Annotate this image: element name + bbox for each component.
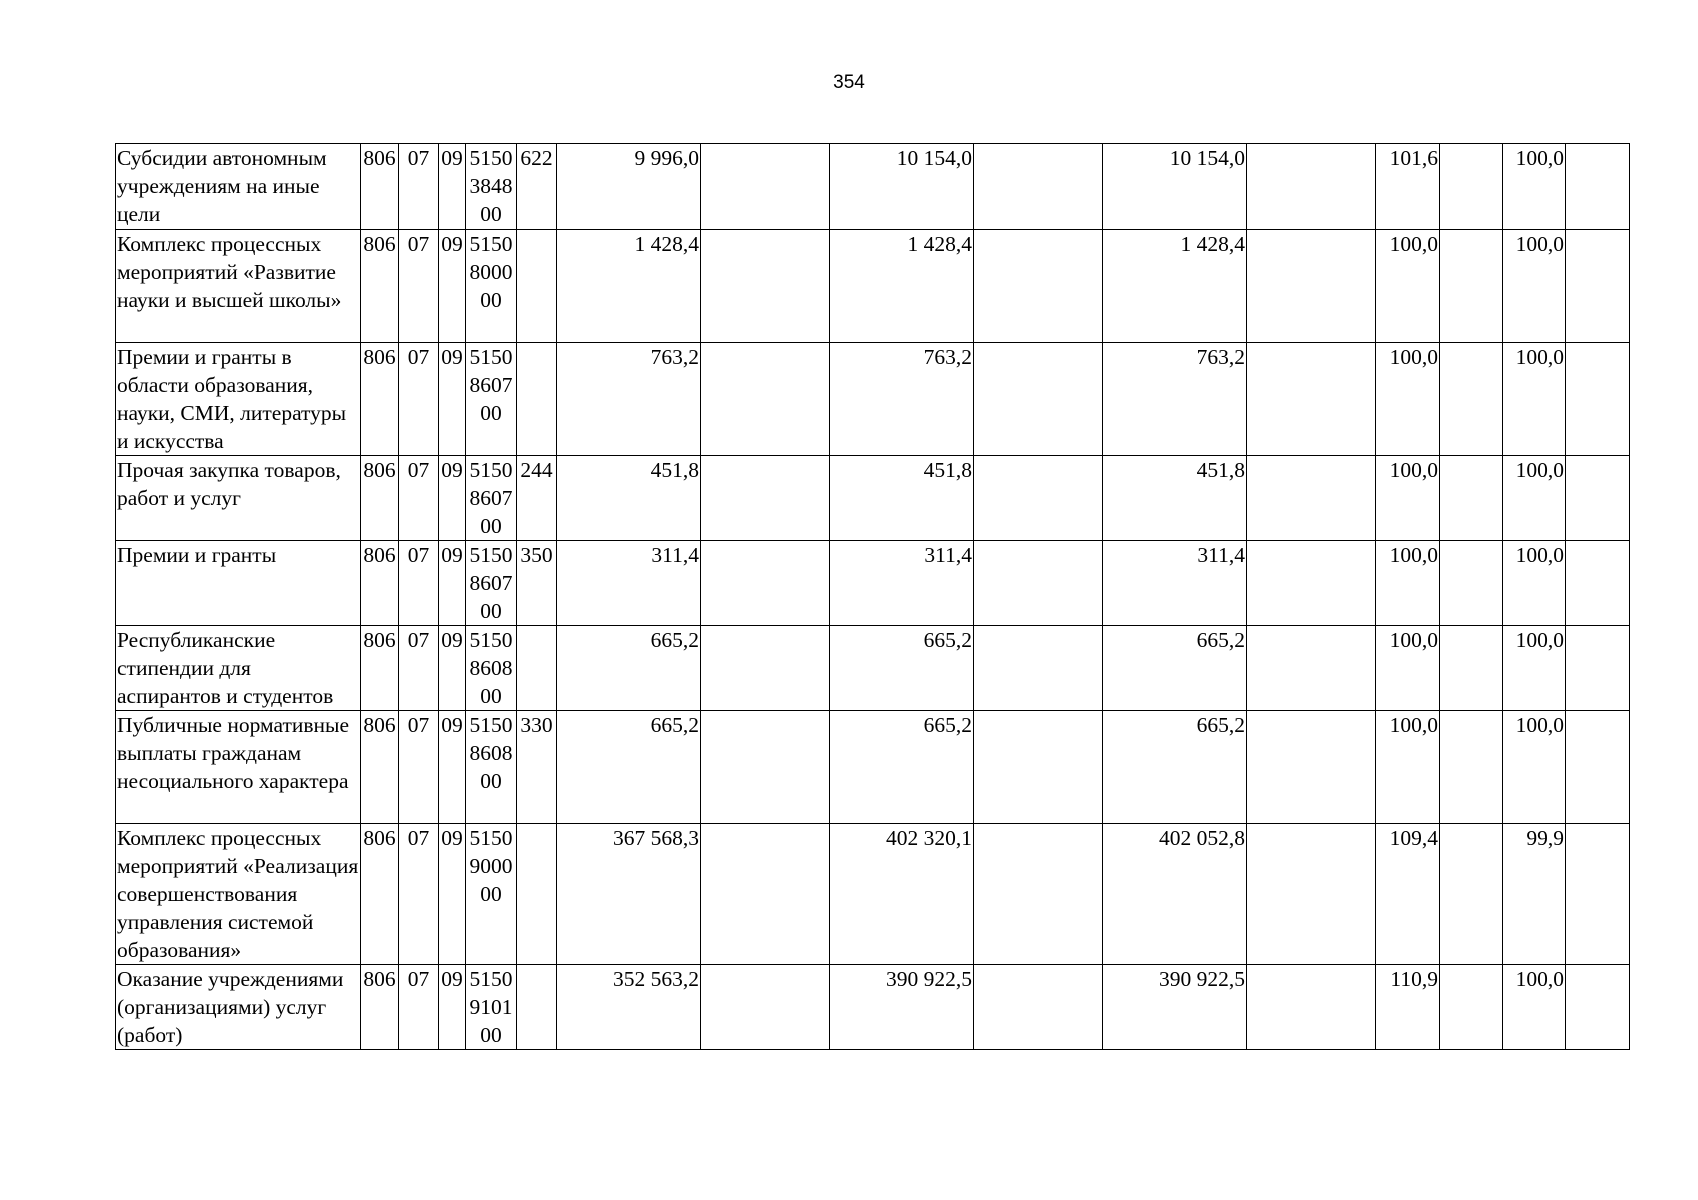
value-2-cell: 1 428,4: [830, 230, 974, 343]
value-1-cell: 311,4: [557, 541, 701, 626]
empty-cell: [701, 711, 830, 824]
percent-1-cell: 100,0: [1376, 456, 1440, 541]
value-3-cell: 10 154,0: [1103, 144, 1247, 230]
empty-cell: [974, 343, 1103, 456]
percent-1-cell: 100,0: [1376, 541, 1440, 626]
target-article-line: 00: [480, 401, 502, 425]
value-1-cell: 451,8: [557, 456, 701, 541]
empty-cell: [1566, 965, 1630, 1050]
target-article-line: 8607: [469, 571, 513, 595]
table-row: [116, 824, 1630, 965]
subsection-code-cell: 09: [439, 965, 466, 1050]
expense-type-cell: [517, 626, 557, 711]
target-article-line: 00: [480, 202, 502, 226]
table-row: [116, 343, 1630, 456]
value-1-cell: 9 996,0: [557, 144, 701, 230]
target-article-line: 5150: [469, 713, 513, 737]
target-article-cell: [466, 965, 517, 1050]
empty-cell: [1247, 626, 1376, 711]
row-name-cell: Субсидии автономным учреждениям на иные цели: [116, 144, 361, 230]
empty-cell: [974, 626, 1103, 711]
target-article-line: 00: [480, 514, 502, 538]
value-2-cell: 402 320,1: [830, 824, 974, 965]
section-code-cell: 07: [399, 343, 439, 456]
budget-table: [115, 143, 1630, 1050]
empty-cell: [1440, 711, 1503, 824]
empty-cell: [701, 230, 830, 343]
table-row: [116, 230, 1630, 343]
target-article-line: 00: [480, 1023, 502, 1047]
section-code-cell: 07: [399, 456, 439, 541]
ministry-code-cell: 806: [361, 965, 399, 1050]
target-article-line: 8607: [469, 486, 513, 510]
target-article-line: 8608: [469, 656, 513, 680]
value-1-cell: 665,2: [557, 711, 701, 824]
empty-cell: [974, 456, 1103, 541]
section-code-cell: 07: [399, 541, 439, 626]
subsection-code-cell: 09: [439, 144, 466, 230]
empty-cell: [701, 456, 830, 541]
percent-2-cell: 100,0: [1503, 144, 1566, 230]
expense-type-cell: [517, 343, 557, 456]
target-article-line: 5150: [469, 967, 513, 991]
empty-cell: [1440, 824, 1503, 965]
value-2-cell: 665,2: [830, 626, 974, 711]
ministry-code-cell: 806: [361, 144, 399, 230]
row-name-cell: Публичные нормативные выплаты гражданам несоциального характера: [116, 711, 361, 824]
target-article-line: 8607: [469, 373, 513, 397]
empty-cell: [1566, 144, 1630, 230]
target-article-line: 8608: [469, 741, 513, 765]
target-article-line: 9101: [469, 995, 513, 1019]
ministry-code-cell: 806: [361, 343, 399, 456]
value-3-cell: 665,2: [1103, 711, 1247, 824]
percent-1-cell: 109,4: [1376, 824, 1440, 965]
empty-cell: [1566, 711, 1630, 824]
empty-cell: [701, 965, 830, 1050]
row-name-cell: Комплекс процессных мероприятий «Реализация совершенствования управления системой образования»: [116, 824, 361, 965]
empty-cell: [974, 541, 1103, 626]
empty-cell: [1440, 541, 1503, 626]
section-code-cell: 07: [399, 965, 439, 1050]
percent-2-cell: 100,0: [1503, 711, 1566, 824]
empty-cell: [1247, 230, 1376, 343]
empty-cell: [1440, 626, 1503, 711]
row-name-cell: Премии и гранты в области образования, науки, СМИ, литературы и искусства: [116, 343, 361, 456]
value-3-cell: 311,4: [1103, 541, 1247, 626]
empty-cell: [1247, 711, 1376, 824]
target-article-line: 8000: [469, 260, 513, 284]
target-article-line: 00: [480, 684, 502, 708]
empty-cell: [974, 230, 1103, 343]
section-code-cell: 07: [399, 626, 439, 711]
empty-cell: [1440, 456, 1503, 541]
empty-cell: [1566, 456, 1630, 541]
row-name-cell: Оказание учреждениями (организациями) услуг (работ): [116, 965, 361, 1050]
empty-cell: [974, 824, 1103, 965]
empty-cell: [974, 144, 1103, 230]
value-3-cell: 763,2: [1103, 343, 1247, 456]
subsection-code-cell: 09: [439, 824, 466, 965]
target-article-line: 3848: [469, 174, 513, 198]
subsection-code-cell: 09: [439, 343, 466, 456]
empty-cell: [1247, 541, 1376, 626]
percent-2-cell: 100,0: [1503, 965, 1566, 1050]
target-article-line: 5150: [469, 628, 513, 652]
subsection-code-cell: 09: [439, 230, 466, 343]
target-article-cell: [466, 456, 517, 541]
percent-1-cell: 101,6: [1376, 144, 1440, 230]
row-name-cell: Премии и гранты: [116, 541, 361, 626]
value-3-cell: 451,8: [1103, 456, 1247, 541]
value-2-cell: 390 922,5: [830, 965, 974, 1050]
expense-type-cell: [517, 965, 557, 1050]
percent-1-cell: 100,0: [1376, 343, 1440, 456]
empty-cell: [1566, 541, 1630, 626]
target-article-line: 5150: [469, 146, 513, 170]
value-1-cell: 367 568,3: [557, 824, 701, 965]
section-code-cell: 07: [399, 711, 439, 824]
ministry-code-cell: 806: [361, 230, 399, 343]
empty-cell: [701, 144, 830, 230]
percent-1-cell: 100,0: [1376, 626, 1440, 711]
value-3-cell: 665,2: [1103, 626, 1247, 711]
percent-2-cell: 100,0: [1503, 626, 1566, 711]
expense-type-cell: 622: [517, 144, 557, 230]
empty-cell: [1440, 343, 1503, 456]
empty-cell: [1566, 824, 1630, 965]
empty-cell: [1566, 230, 1630, 343]
target-article-cell: [466, 343, 517, 456]
percent-2-cell: 100,0: [1503, 343, 1566, 456]
target-article-line: 00: [480, 769, 502, 793]
expense-type-cell: [517, 230, 557, 343]
row-name-cell: Прочая закупка товаров, работ и услуг: [116, 456, 361, 541]
empty-cell: [1566, 343, 1630, 456]
percent-2-cell: 100,0: [1503, 230, 1566, 343]
table-row: [116, 144, 1630, 230]
value-2-cell: 665,2: [830, 711, 974, 824]
target-article-line: 9000: [469, 854, 513, 878]
target-article-cell: [466, 626, 517, 711]
percent-1-cell: 100,0: [1376, 230, 1440, 343]
empty-cell: [701, 541, 830, 626]
percent-1-cell: 110,9: [1376, 965, 1440, 1050]
target-article-line: 00: [480, 882, 502, 906]
target-article-line: 5150: [469, 543, 513, 567]
empty-cell: [1440, 144, 1503, 230]
target-article-cell: [466, 541, 517, 626]
subsection-code-cell: 09: [439, 456, 466, 541]
empty-cell: [974, 711, 1103, 824]
page-number: 354: [833, 72, 865, 93]
table-row: [116, 965, 1630, 1050]
percent-1-cell: 100,0: [1376, 711, 1440, 824]
section-code-cell: 07: [399, 144, 439, 230]
empty-cell: [1566, 626, 1630, 711]
empty-cell: [1440, 230, 1503, 343]
subsection-code-cell: 09: [439, 711, 466, 824]
percent-2-cell: 99,9: [1503, 824, 1566, 965]
percent-2-cell: 100,0: [1503, 541, 1566, 626]
value-2-cell: 763,2: [830, 343, 974, 456]
table-row: [116, 711, 1630, 824]
value-2-cell: 311,4: [830, 541, 974, 626]
target-article-line: 00: [480, 288, 502, 312]
target-article-cell: [466, 824, 517, 965]
ministry-code-cell: 806: [361, 711, 399, 824]
percent-2-cell: 100,0: [1503, 456, 1566, 541]
empty-cell: [1247, 965, 1376, 1050]
expense-type-cell: [517, 824, 557, 965]
value-1-cell: 763,2: [557, 343, 701, 456]
row-name-cell: Республиканские стипендии для аспирантов и студентов: [116, 626, 361, 711]
expense-type-cell: 350: [517, 541, 557, 626]
empty-cell: [1247, 456, 1376, 541]
section-code-cell: 07: [399, 824, 439, 965]
empty-cell: [1247, 343, 1376, 456]
expense-type-cell: 244: [517, 456, 557, 541]
target-article-cell: [466, 144, 517, 230]
subsection-code-cell: 09: [439, 626, 466, 711]
value-1-cell: 352 563,2: [557, 965, 701, 1050]
ministry-code-cell: 806: [361, 626, 399, 711]
ministry-code-cell: 806: [361, 541, 399, 626]
ministry-code-cell: 806: [361, 824, 399, 965]
subsection-code-cell: 09: [439, 541, 466, 626]
section-code-cell: 07: [399, 230, 439, 343]
row-name-cell: Комплекс процессных мероприятий «Развитие науки и высшей школы»: [116, 230, 361, 343]
empty-cell: [701, 343, 830, 456]
target-article-line: 5150: [469, 826, 513, 850]
value-3-cell: 390 922,5: [1103, 965, 1247, 1050]
empty-cell: [1440, 965, 1503, 1050]
value-1-cell: 665,2: [557, 626, 701, 711]
target-article-cell: [466, 230, 517, 343]
empty-cell: [974, 965, 1103, 1050]
target-article-cell: [466, 711, 517, 824]
empty-cell: [1247, 144, 1376, 230]
empty-cell: [1247, 824, 1376, 965]
value-2-cell: 451,8: [830, 456, 974, 541]
table-row: [116, 456, 1630, 541]
value-3-cell: 1 428,4: [1103, 230, 1247, 343]
ministry-code-cell: 806: [361, 456, 399, 541]
value-2-cell: 10 154,0: [830, 144, 974, 230]
empty-cell: [701, 626, 830, 711]
target-article-line: 5150: [469, 232, 513, 256]
expense-type-cell: 330: [517, 711, 557, 824]
value-1-cell: 1 428,4: [557, 230, 701, 343]
target-article-line: 00: [480, 599, 502, 623]
empty-cell: [701, 824, 830, 965]
target-article-line: 5150: [469, 345, 513, 369]
value-3-cell: 402 052,8: [1103, 824, 1247, 965]
target-article-line: 5150: [469, 458, 513, 482]
table-row: [116, 541, 1630, 626]
table-row: [116, 626, 1630, 711]
